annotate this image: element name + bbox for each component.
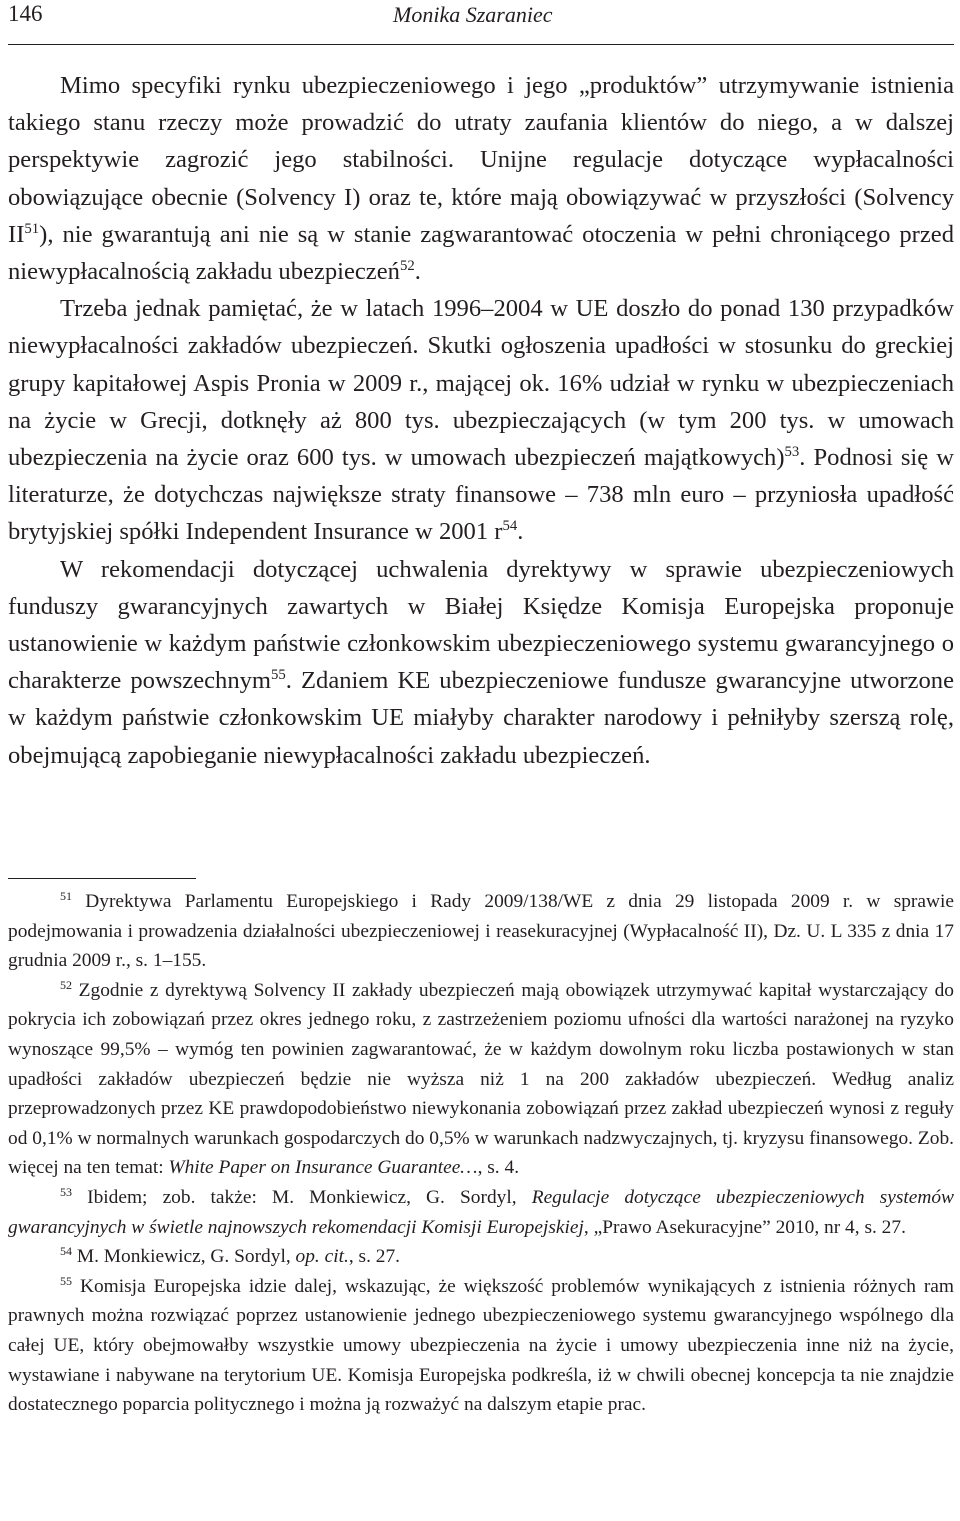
footnote-51 xyxy=(8,887,954,976)
footnote-ref-53[interactable]: 53 xyxy=(784,444,800,461)
paragraph-1 xyxy=(8,67,954,290)
footnote-ref-54[interactable]: 54 xyxy=(502,518,518,535)
page-header xyxy=(8,0,954,45)
footnote-text: Zgodnie z dyrektywą Solvency II zakłady ubezpieczeń mają obowiązek utrzymywać kapitał wystarczający do pokrycia ich zobowiązań przez okres jednego roku, z zastrzeżeniem poziomu ufności dla wartości narażonej na ryzyko wynoszące 99,5% – wymóg ten powinien zagwarantować, że w każdym dowolnym roku liczba postawionych w stan upadłości zakładów ubezpieczeń będzie nie wyższa niż 1 na 200 zakładów ubezpieczeń. Według analiz przeprowadzonych przez KE prawdopodobieństwo niewykonania zobowiązań przez zakład ubezpieczeń wynosi z reguły od 0,1% w normalnych warunkach gospodarczych do 0,5% w warunkach nadzwyczajnych, tj. kryzysu finansowego. Zob. więcej na ten temat: xyxy=(8,979,954,1179)
footnote-number: 51 xyxy=(60,889,73,904)
footnote-italic-title: White Paper on Insurance Guarantee… xyxy=(168,1157,478,1179)
text-span: ), nie gwarantują ani nie są w stanie zagwarantować otoczenia w pełni chroniącego przed niewypłacalnością zakładu ubezpieczeń xyxy=(8,220,954,286)
text-span: Mimo specyfiki rynku ubezpieczeniowego i jego „produktów” utrzymywanie istnienia takiego stanu rzeczy może prowadzić do utraty zaufania klientów do niego, a w dalszej perspektywie zagrozić jego stabilności. Unijne regulacje dotyczące wypłacalności obowiązujące obecnie (Solvency I) oraz te, które mają obowiązywać w przyszłości (Solvency II xyxy=(8,72,954,248)
footnote-number: 55 xyxy=(60,1273,73,1288)
footnote-text: Dyrektywa Parlamentu Europejskiego i Rady 2009/138/WE z dnia 29 listopada 2009 r. w sprawie podejmowania i prowadzenia działalności ubezpieczeniowej i reasekuracyjnej (Wypłacalność II), Dz. U. L 335 z dnia 17 grudnia 2009 r., s. 1–155. xyxy=(8,891,954,972)
paragraph-2 xyxy=(8,290,954,550)
footnote-54 xyxy=(8,1242,954,1272)
footnote-list xyxy=(8,887,954,1420)
text-span: W rekomendacji dotyczącej uchwalenia dyrektywy w sprawie ubezpieczeniowych funduszy gwarancyjnych zawartych w Białej Księdze Komisja Europejska proponuje ustanowienie w każdym państwie członkowskim ubezpieczeniowego systemu gwarancyjnego o charakterze powszechnym xyxy=(8,555,954,695)
footnote-text: Ibidem; zob. także: M. Monkiewicz, G. Sordyl, xyxy=(72,1186,532,1208)
footnote-text: , s. 4. xyxy=(477,1157,520,1179)
footnote-text: Komisja Europejska idzie dalej, wskazując, że większość problemów wynikających z istnienia różnych ram prawnych można rozwiązać poprzez ustanowienie jednego ubezpieczeniowego systemu gwarancyjnego wspólnego dla całej UE, który obejmowałby wszystkie umowy ubezpieczenia na życie i umowy ubezpieczenia inne niż na życie, wystawiane i nabywane na terytorium UE. Komisja Europejska podkreśla, iż w chwili obecnej koncepcja ta nie znajdzie dostatecznego poparcia politycznego i można ją rozważyć na dalszym etapie prac. xyxy=(8,1275,954,1416)
footnote-number: 52 xyxy=(60,977,73,992)
footnote-ref-55[interactable]: 55 xyxy=(271,667,286,684)
footnote-53 xyxy=(8,1183,954,1242)
text-span: Trzeba jednak pamiętać, że w latach 1996–2004 w UE doszło do ponad 130 przypadków niewypłacalności zakładów ubezpieczeń. Skutki ogłoszenia upadłości w stosunku do greckiej grupy kapitałowej Aspis Pronia w 2009 r., mającej ok. 16% udział w rynku w ubezpieczeniach na życie w Grecji, dotknęły aż 800 tys. ubezpieczających (w tym 200 tys. w umowach ubezpieczenia na życie oraz 600 tys. w umowach ubezpieczeń majątkowych) xyxy=(8,295,954,472)
main-text xyxy=(8,67,954,774)
page-number: 146 xyxy=(8,1,43,26)
footnote-number: 53 xyxy=(60,1184,73,1199)
text-span: . Zdaniem KE ubezpieczeniowe fundusze gwarancyjne utworzone w każdym państwie członkowskim UE miałyby charakter narodowy i pełniłyby szerszą rolę, obejmującą zapobieganie niewypłacalności zakładu ubezpieczeń. xyxy=(8,667,954,769)
footnote-ref-51[interactable]: 51 xyxy=(24,220,40,237)
footnote-55 xyxy=(8,1272,954,1420)
footnote-text: , s. 27. xyxy=(348,1246,401,1268)
paragraph-3 xyxy=(8,551,954,774)
footnote-italic-title: op. cit. xyxy=(295,1246,349,1268)
footnote-number: 54 xyxy=(60,1244,73,1259)
footnotes-section xyxy=(8,878,954,1420)
footnote-ref-52[interactable]: 52 xyxy=(399,258,415,275)
document-page xyxy=(8,0,954,1416)
running-head-author: Monika Szaraniec xyxy=(393,2,553,27)
text-span: . xyxy=(517,518,524,546)
footnote-52 xyxy=(8,976,954,1183)
text-span: . xyxy=(414,258,421,286)
footnote-italic-title: Regulacje dotyczące ubezpieczeniowych systemów gwarancyjnych w świetle najnowszych rekomendacji Komisji Europejskiej xyxy=(8,1186,954,1238)
text-span: . Podnosi się w literaturze, że dotychczas największe straty finansowe – 738 mln euro – przyniosła upadłość brytyjskiej spółki Independent Insurance w 2001 r xyxy=(8,444,954,546)
footnote-text: , „Prawo Asekuracyjne” 2010, nr 4, s. 27. xyxy=(583,1216,906,1238)
footnote-text: M. Monkiewicz, G. Sordyl, xyxy=(72,1246,296,1268)
footnote-separator xyxy=(8,878,196,879)
